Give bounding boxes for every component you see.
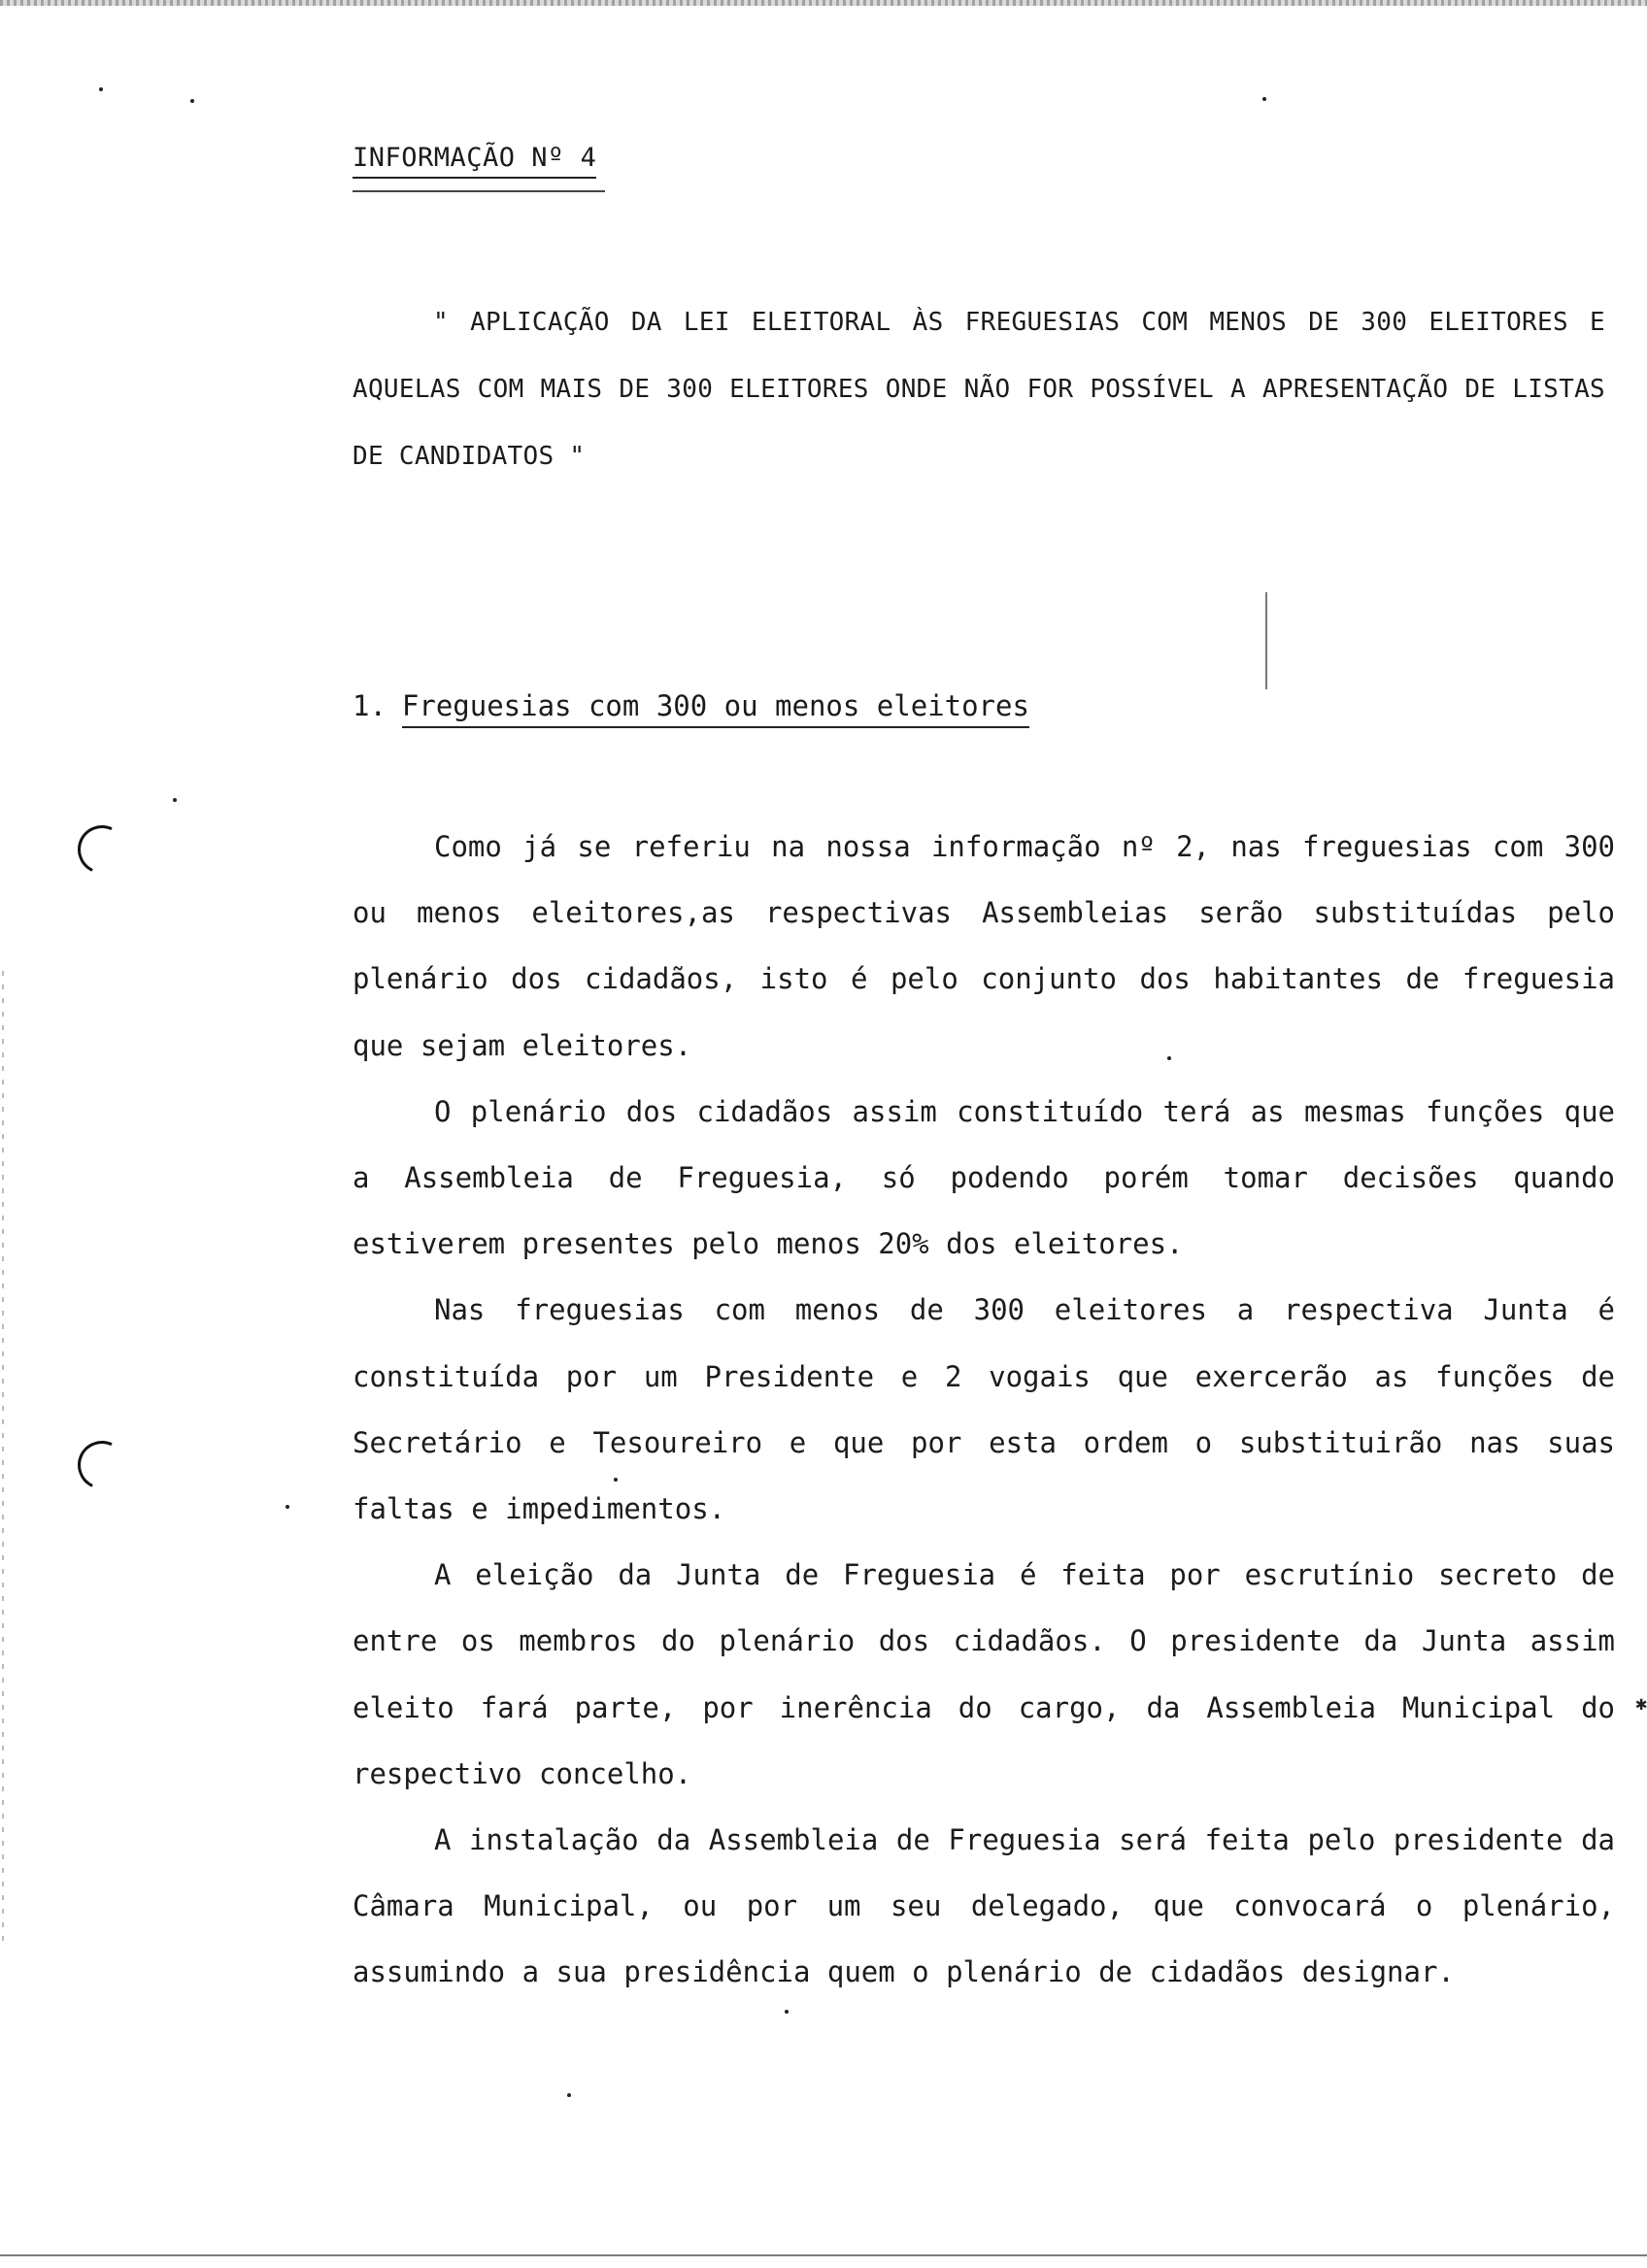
paragraph: A instalação da Assembleia de Freguesia será feita pelo presidente da Câmara Municipal, ou por um seu delegado, que convocará o plenário, assumindo a sua presidência quem o plenário de cidadãos designar. (353, 1823, 1615, 1989)
document-title: INFORMAÇÃO Nº 4 (353, 143, 596, 179)
paragraph: A eleição da Junta de Freguesia é feita por escrutínio secreto de entre os membros do plenário dos cidadãos. O presidente da Junta assim eleito fará parte, por inerência do cargo, da Assembleia Municipal do respectivo concelho. (353, 1558, 1615, 1790)
scan-speck (1262, 97, 1266, 101)
punch-hole-top (71, 818, 133, 881)
scan-speck (567, 2093, 571, 2097)
scan-left-edge (2, 971, 4, 1942)
margin-asterisk-mark: ✱ (1635, 1691, 1647, 1715)
punch-hole-bottom (71, 1434, 133, 1496)
scan-speck (99, 87, 103, 91)
scan-speck (286, 1505, 289, 1509)
section-title: Freguesias com 300 ou menos eleitores (402, 689, 1029, 728)
scan-bottom-edge (0, 2254, 1647, 2256)
section-heading (353, 689, 1029, 722)
section-body (353, 814, 1615, 2006)
scan-top-edge (0, 0, 1647, 6)
scan-speck (785, 2010, 789, 2014)
section-number: 1. (353, 689, 387, 722)
scan-speck (190, 99, 194, 103)
margin-pencil-mark (1265, 592, 1267, 689)
paragraph: Como já se referiu na nossa informação nº 2, nas freguesias com 300 ou menos eleitores,as respectivas Assembleias serão substituídas pelo plenário dos cidadãos, isto é pelo conjunto dos habitantes de freguesia que sejam eleitores. (353, 830, 1615, 1062)
title-double-underline (353, 190, 605, 192)
scan-speck (173, 798, 177, 802)
document-subject: " APLICAÇÃO DA LEI ELEITORAL ÀS FREGUESIAS COM MENOS DE 300 ELEITORES E AQUELAS COM MAIS DE 300 ELEITORES ONDE NÃO FOR POSSÍVEL A APRESENTAÇÃO DE LISTAS DE CANDIDATOS " (353, 308, 1605, 471)
paragraph: O plenário dos cidadãos assim constituído terá as mesmas funções que a Assembleia de Freguesia, só podendo porém tomar decisões quando estiverem presentes pelo menos 20% dos eleitores. (353, 1094, 1615, 1261)
paragraph: Nas freguesias com menos de 300 eleitores a respectiva Junta é constituída por um Presidente e 2 vogais que exercerão as funções de Secretário e Tesoureiro e que por esta ordem o substituirão nas suas faltas e impedimentos. (353, 1293, 1615, 1526)
